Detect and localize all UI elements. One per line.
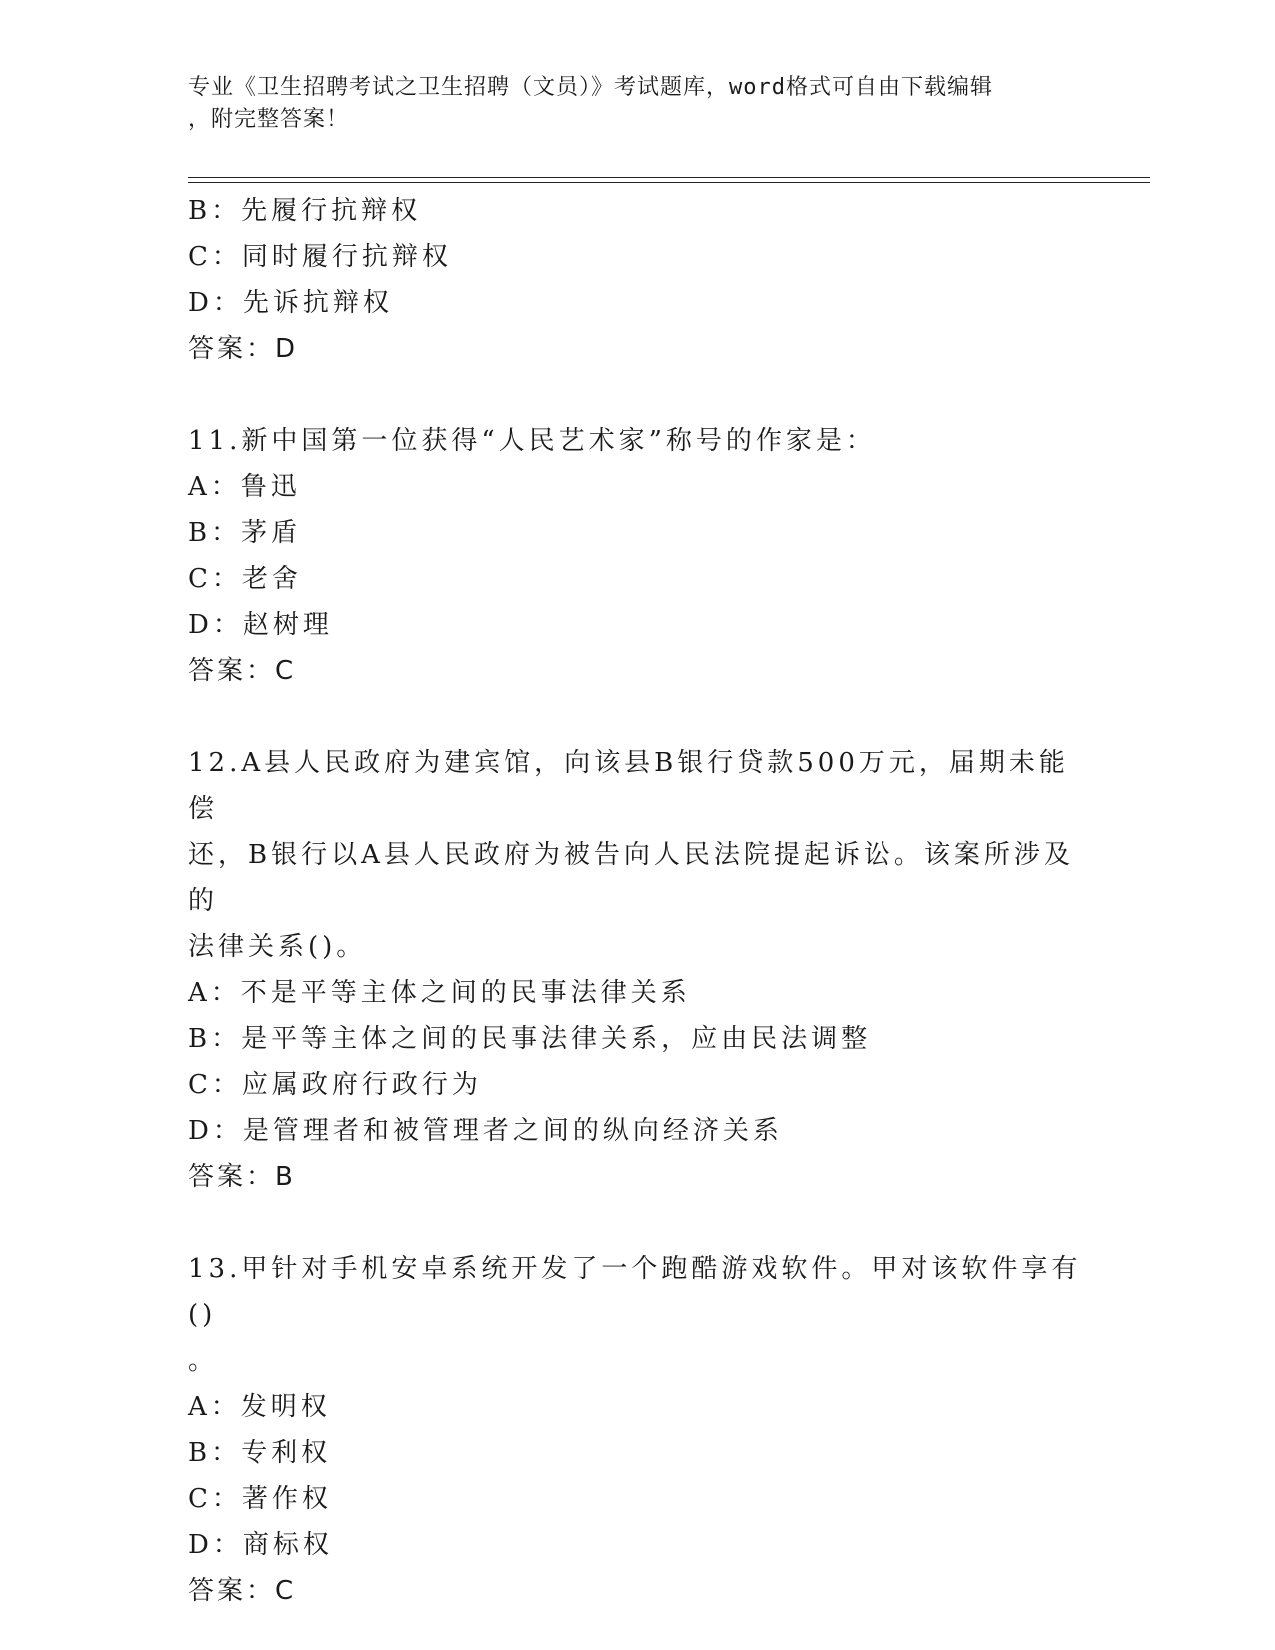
spacer: [188, 1200, 1088, 1246]
spacer: [188, 694, 1088, 740]
answer: 答案：B: [188, 1162, 296, 1192]
header-line-2: ，附完整答案！: [188, 107, 350, 132]
question-stem: 11.新中国第一位获得“人民艺术家”称号的作家是：: [188, 426, 876, 456]
answer: 答案：C: [188, 1576, 297, 1606]
document-header: [188, 72, 1068, 136]
option-c: C：应属政府行政行为: [188, 1070, 482, 1100]
option-b: B：专利权: [188, 1438, 332, 1468]
option-b: B：是平等主体之间的民事法律关系，应由民法调整: [188, 1024, 872, 1054]
option-d: D：赵树理: [188, 610, 333, 640]
answer: 答案：D: [188, 334, 299, 364]
question-list: [188, 188, 1088, 1614]
question-13: [188, 1246, 1088, 1614]
question-stem-line-1: 12.A县人民政府为建宾馆，向该县B银行贷款500万元，届期未能偿: [188, 748, 1069, 824]
question-stem-line-2: 。: [188, 1346, 219, 1376]
question-10: [188, 188, 1088, 372]
option-d: D：是管理者和被管理者之间的纵向经济关系: [188, 1116, 783, 1146]
header-rule-bottom: [188, 182, 1150, 183]
header-rule-top: [188, 177, 1150, 178]
option-d: D：先诉抗辩权: [188, 288, 393, 318]
question-stem-line-2: 还，B银行以A县人民政府为被告向人民法院提起诉讼。该案所涉及的: [188, 840, 1074, 916]
question-11: [188, 418, 1088, 694]
option-a: A：不是平等主体之间的民事法律关系: [188, 978, 691, 1008]
option-a: A：鲁迅: [188, 472, 301, 502]
option-a: A：发明权: [188, 1392, 331, 1422]
question-stem-line-3: 法律关系()。: [188, 932, 367, 962]
option-d: D：商标权: [188, 1530, 333, 1560]
question-stem-line-1: 13.甲针对手机安卓系统开发了一个跑酷游戏软件。甲对该软件享有(): [188, 1254, 1082, 1330]
option-b: B：先履行抗辩权: [188, 196, 422, 226]
option-c: C：著作权: [188, 1484, 332, 1514]
option-c: C：同时履行抗辩权: [188, 242, 452, 272]
option-c: C：老舍: [188, 564, 302, 594]
question-12: [188, 740, 1088, 1200]
option-b: B：茅盾: [188, 518, 302, 548]
answer: 答案：C: [188, 656, 297, 686]
header-line-1: 专业《卫生招聘考试之卫生招聘（文员）》考试题库，word格式可自由下载编辑: [188, 75, 993, 100]
spacer: [188, 372, 1088, 418]
